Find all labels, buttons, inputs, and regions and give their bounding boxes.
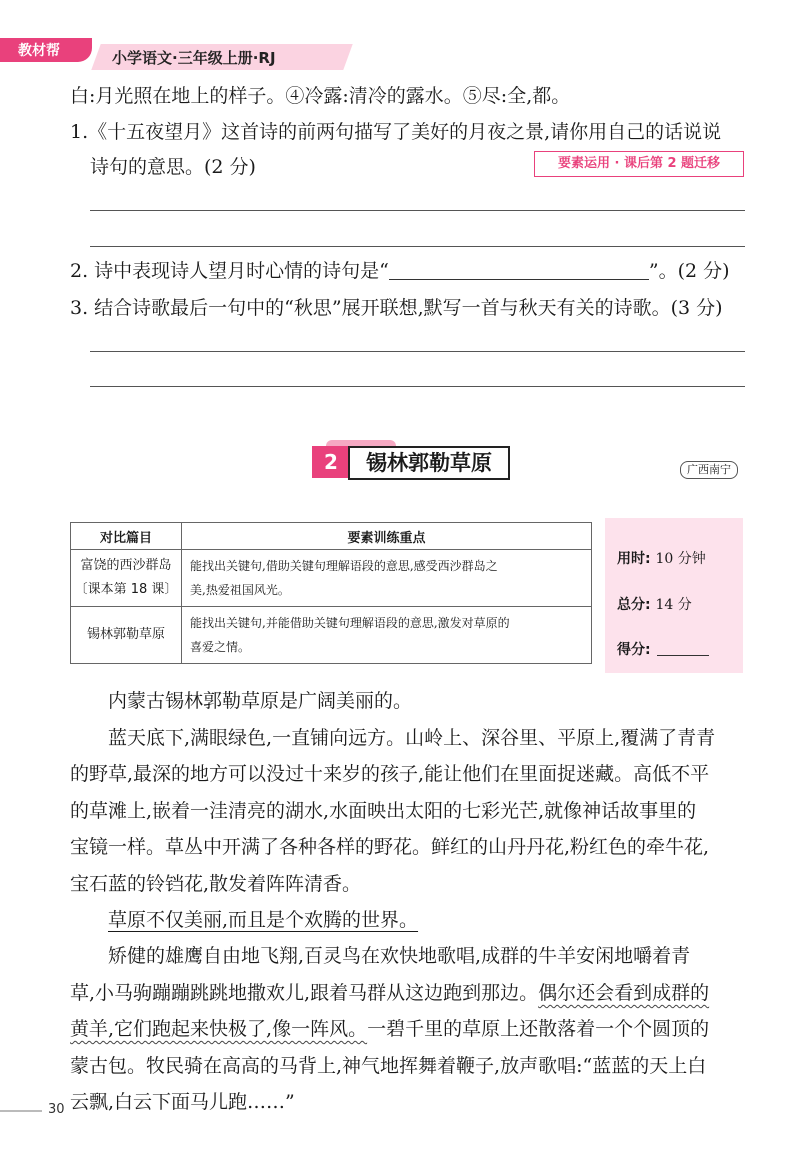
passage-p2-line: 宝石蓝的铃铛花,散发着阵阵清香。 <box>70 873 362 895</box>
time-label: 用时: <box>617 551 651 567</box>
passage-p2-line: 宝镜一样。草丛中开满了各种各样的野花。鲜红的山丹丹花,粉红色的牵牛花, <box>70 836 710 858</box>
row-focus-line-2: 美,热爱祖国风光。 <box>190 583 290 597</box>
row-focus-line-1: 能找出关键句,并能借助关键句理解语段的意思,激发对草原的 <box>190 616 510 630</box>
passage-p4-line: 矫健的雄鹰自由地飞翔,百灵鸟在欢快地歌唱,成群的牛羊安闲地嚼着青 <box>108 945 691 967</box>
passage-p2-line: 蓝天底下,满眼绿色,一直铺向远方。山岭上、深谷里、平原上,覆满了青青 <box>108 727 716 749</box>
total-value: 14 分 <box>655 597 692 613</box>
section-heading <box>308 440 508 482</box>
table-header-focus: 要素训练重点 <box>182 523 592 550</box>
passage-p4-line: 云飘,白云下面马儿跑……” <box>70 1091 295 1113</box>
section-title: 锡林郭勒草原 <box>348 446 510 480</box>
passage-p2-line: 的野草,最深的地方可以没过十来岁的孩子,能让他们在里面捉迷藏。高低不平 <box>70 763 710 785</box>
question-2-prefix: 2. 诗中表现诗人望月时心情的诗句是“ <box>70 260 389 282</box>
total-row <box>617 594 692 614</box>
answer-line-1a[interactable] <box>90 210 745 211</box>
notes-line: 白:月光照在地上的样子。④冷露:清冷的露水。⑤尽:全,都。 <box>70 85 571 107</box>
header-brand: 教材帮 <box>18 43 60 59</box>
page-number: 30 <box>48 1102 65 1117</box>
region-badge: 广西南宁 <box>680 461 738 479</box>
page-number-rule <box>0 1110 42 1112</box>
passage-p4-line <box>70 1011 709 1048</box>
answer-blank-2[interactable] <box>389 259 649 280</box>
question-3: 3. 结合诗歌最后一句中的“秋思”展开联想,默写一首与秋天有关的诗歌。(3 分) <box>70 297 723 319</box>
passage-p4-line <box>70 975 709 1012</box>
time-row <box>617 548 706 568</box>
table-header-title: 对比篇目 <box>71 523 182 550</box>
score-box <box>605 518 743 673</box>
question-1-line-2: 诗句的意思。(2 分) <box>90 156 256 178</box>
got-row <box>617 639 709 659</box>
table-cell-title <box>71 607 182 664</box>
section-number: 2 <box>312 446 350 478</box>
passage-p4-line: 蒙古包。牧民骑在高高的马背上,神气地挥舞着鞭子,放声歌唱:“蓝蓝的天上白 <box>70 1055 707 1077</box>
passage-p2-line: 的草滩上,嵌着一洼清亮的湖水,水面映出太阳的七彩光芒,就像神话故事里的 <box>70 800 697 822</box>
question-2-suffix: ”。(2 分) <box>648 260 730 282</box>
score-blank[interactable] <box>657 641 709 656</box>
time-value: 10 分钟 <box>655 551 706 567</box>
wavy-underline-text: 偶尔还会看到成群的 <box>538 982 710 1004</box>
got-label: 得分: <box>617 642 651 658</box>
row-focus-line-1: 能找出关键句,借助关键句理解语段的意思,感受西沙群岛之 <box>190 559 498 573</box>
question-1-line-1: 1.《十五夜望月》这首诗的前两句描写了美好的月夜之景,请你用自己的话说说 <box>70 121 722 143</box>
header-title: 小学语文·三年级上册·RJ <box>112 49 276 67</box>
table-cell-focus <box>182 607 592 664</box>
answer-line-3b[interactable] <box>90 386 745 387</box>
passage-p1: 内蒙古锡林郭勒草原是广阔美丽的。 <box>108 690 413 712</box>
table-row <box>71 607 592 664</box>
table-cell-focus <box>182 550 592 607</box>
row-focus-line-2: 喜爱之情。 <box>190 640 251 654</box>
table-cell-title <box>71 550 182 607</box>
answer-line-1b[interactable] <box>90 246 745 247</box>
key-sentence: 草原不仅美丽,而且是个欢腾的世界。 <box>108 909 419 931</box>
p4-text: 一碧千里的草原上还散落着一个个圆顶的 <box>367 1018 710 1040</box>
row-title: 锡林郭勒草原 <box>86 627 165 642</box>
skill-tag: 要素运用 · 课后第 2 题迁移 <box>534 151 744 177</box>
row-title: 富饶的西沙群岛 <box>80 558 172 573</box>
passage-p3 <box>108 902 418 939</box>
wavy-underline-text: 黄羊,它们跑起来快极了,像一阵风。 <box>70 1018 368 1040</box>
table-header-row <box>71 523 592 550</box>
comparison-table <box>70 522 592 664</box>
table-row <box>71 550 592 607</box>
question-2 <box>70 258 730 284</box>
p4-text: 草,小马驹蹦蹦跳跳地撒欢儿,跟着马群从这边跑到那边。 <box>70 982 539 1004</box>
row-subtitle: 〔课本第 18 课〕 <box>74 582 178 597</box>
answer-line-3a[interactable] <box>90 351 745 352</box>
total-label: 总分: <box>617 597 651 613</box>
